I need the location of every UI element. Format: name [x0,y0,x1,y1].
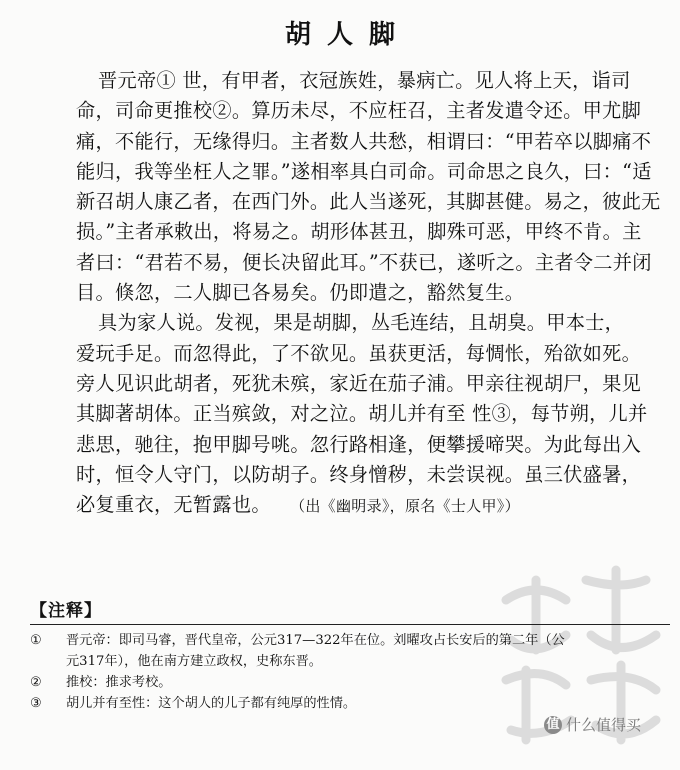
watermark-text: 什么值得买 [566,716,642,734]
text-line: 目。倏忽，二人脚已各易矣。仍即遣之，豁然复生。 [76,281,525,305]
watermark-logo-icon: 值 [544,716,562,734]
text-line: 新召胡人康乙者，在西门外。此人当遂死，其脚甚健。易之，彼此无 [76,190,661,214]
note-item [30,672,670,693]
text-line: 悲思，驰往，抱甲脚号咷。忽行路相逢，便攀援啼哭。为此每出入 [76,432,642,456]
text-line: 命，司命更推校②。算历未尽，不应枉召，主者发遣令还。甲尤脚 [76,99,642,123]
notes-heading: 【注释】 [30,601,102,621]
text-line: 爱玩手足。而忽得此，了不欲见。虽获更活，每惆怅，殆欲如死。 [76,341,642,365]
page-title: 胡人脚 [284,20,411,50]
text-line: 其脚著胡体。正当殡敛，对之泣。胡儿并有至 性③，每节朔，儿并 [76,402,648,426]
note-line: 推校：推求考校。 [66,675,172,690]
text-line: 具为家人说。发视，果是胡脚，丛毛连结，且胡臭。甲本士， [98,311,625,335]
note-line: 胡儿并有至性：这个胡人的儿子都有纯厚的性情。 [66,696,357,711]
text-line: 能归，我等坐枉人之罪。”遂相率具白司命。司命思之良久，曰：“适 [76,159,652,183]
note-item [30,630,670,672]
notes-divider [30,624,670,625]
source-citation: （出《幽明录》，原名《士人甲》） [290,497,520,516]
text-line: 旁人见识此胡者，死犹未殡，家近在茄子浦。甲亲往视胡尸，果见 [76,371,642,395]
text-line-end: 必复重衣，无暂露也。 [76,493,271,517]
text-line: 损。”主者承敕出，将易之。胡形体甚丑，脚殊可恶，甲终不肯。主 [76,220,642,244]
note-line: 晋元帝：即司马睿，晋代皇帝，公元317—322年在位。刘曜攻占长安后的第二年（公 [66,633,565,648]
story-text [76,66,668,520]
site-watermark [544,714,641,735]
text-line: 时，恒令人守门，以防胡子。终身憎秽，未尝误视。虽三伏盛暑， [76,462,642,486]
text-line [76,490,668,520]
note-number: ③ [30,696,42,711]
text-line: 痛，不能行，无缘得归。主者数人共愁，相谓曰：“甲若卒以脚痛不 [76,129,652,153]
note-item [30,693,670,714]
note-line: 元317年），他在南方建立政权，史称东晋。 [66,654,322,669]
note-number: ② [30,675,42,690]
text-line: 晋元帝① 世，有甲者，衣冠族姓，暴病亡。见人将上天，诣司 [98,69,631,92]
notes-list [30,630,670,714]
note-number: ① [30,633,42,648]
text-line: 者曰：“君若不易，便长决留此耳。”不获已，遂听之。主者令二并闭 [76,250,652,274]
